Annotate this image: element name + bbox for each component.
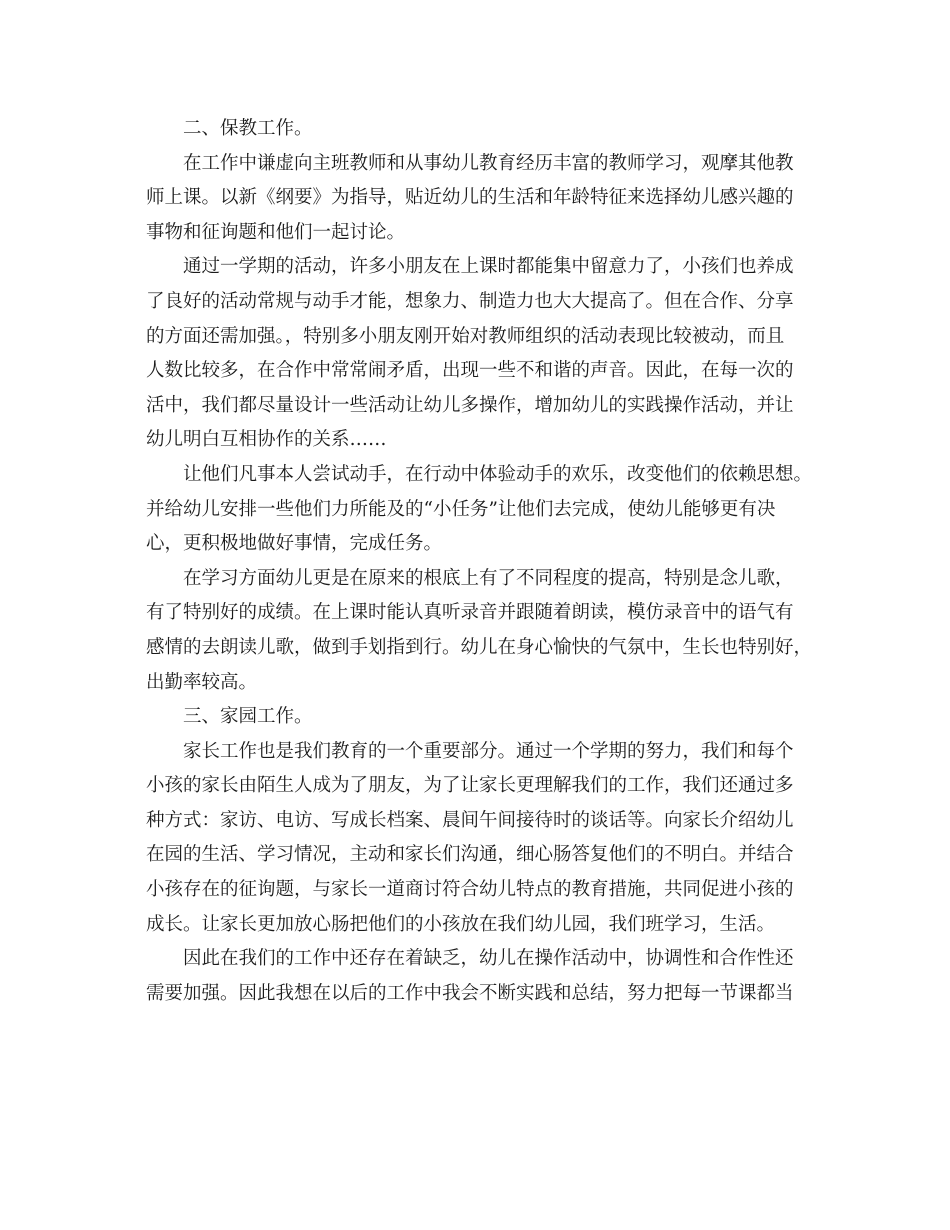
paragraph-line: 需要加强。因此我想在以后的工作中我会不断实践和总结，努力把每一节课都当 — [146, 982, 794, 1004]
paragraph-line: 种方式：家访、电访、写成长档案、晨间午间接待时的谈话等。向家长介绍幼儿 — [146, 809, 794, 831]
paragraph-line: 幼儿明白互相协作的关系…… — [146, 429, 387, 451]
heading-text: 二、保教工作。 — [183, 118, 313, 139]
paragraph-line: 让他们凡事本人尝试动手，在行动中体验动手的欢乐，改变他们的依赖思想。 — [183, 463, 813, 485]
paragraph-line: 的方面还需加强。，特别多小朋友刚开始对教师组织的活动表现比较被动，而且 — [146, 325, 785, 347]
paragraph-line: 小孩的家长由陌生人成为了朋友，为了让家长更理解我们的工作，我们还通过多 — [146, 775, 794, 797]
paragraph-line: 因此在我们的工作中还存在着缺乏，幼儿在操作活动中，协调性和合作性还 — [183, 948, 794, 970]
paragraph-line: 师上课。以新《纲要》为指导，贴近幼儿的生活和年龄特征来选择幼儿感兴趣的 — [146, 187, 794, 209]
section-heading — [146, 700, 806, 735]
paragraph — [146, 250, 806, 458]
paragraph-line: 事物和征询题和他们一起讨论。 — [146, 221, 406, 243]
paragraph-line: 心，更积极地做好事情，完成任务。 — [146, 533, 443, 555]
paragraph — [146, 147, 806, 251]
paragraph — [146, 735, 806, 943]
paragraph-line: 在工作中谦虚向主班教师和从事幼儿教育经历丰富的教师学习，观摩其他教 — [183, 152, 794, 174]
paragraph-line: 并给幼儿安排一些他们力所能及的“小任务”让他们去完成，使幼儿能够更有决 — [146, 498, 776, 520]
paragraph-line: 小孩存在的征询题，与家长一道商讨符合幼儿特点的教育措施，共同促进小孩的 — [146, 879, 794, 901]
paragraph — [146, 562, 813, 700]
section-heading — [146, 112, 806, 147]
paragraph-line: 感情的去朗读儿歌，做到手划指到行。幼儿在身心愉快的气氛中，生长也特别好， — [146, 636, 813, 658]
paragraph-line: 在园的生活、学习情况，主动和家长们沟通，细心肠答复他们的不明白。并结合 — [146, 844, 794, 866]
paragraph — [146, 458, 813, 562]
paragraph-line: 出勤率较高。 — [146, 671, 258, 693]
paragraph-line: 在学习方面幼儿更是在原来的根底上有了不同程度的提高，特别是念儿歌， — [183, 567, 794, 589]
paragraph-line: 家长工作也是我们教育的一个重要部分。通过一个学期的努力，我们和每个 — [183, 740, 794, 762]
paragraph-line: 人数比较多，在合作中常常闹矛盾，出现一些不和谐的声音。因此，在每一次的 — [146, 360, 794, 382]
paragraph — [146, 942, 806, 1011]
paragraph-line: 通过一学期的活动，许多小朋友在上课时都能集中留意力了，小孩们也养成 — [183, 256, 794, 278]
paragraph-line: 活中，我们都尽量设计一些活动让幼儿多操作，增加幼儿的实践操作活动，并让 — [146, 394, 794, 416]
document-body — [146, 112, 813, 1011]
paragraph-line: 了良好的活动常规与动手才能，想象力、制造力也大大提高了。但在合作、分享 — [146, 290, 794, 312]
paragraph-line: 成长。让家长更加放心肠把他们的小孩放在我们幼儿园，我们班学习，生活。 — [146, 913, 776, 935]
paragraph-line: 有了特别好的成绩。在上课时能认真听录音并跟随着朗读，模仿录音中的语气有 — [146, 602, 794, 624]
heading-text: 三、家园工作。 — [183, 706, 313, 728]
